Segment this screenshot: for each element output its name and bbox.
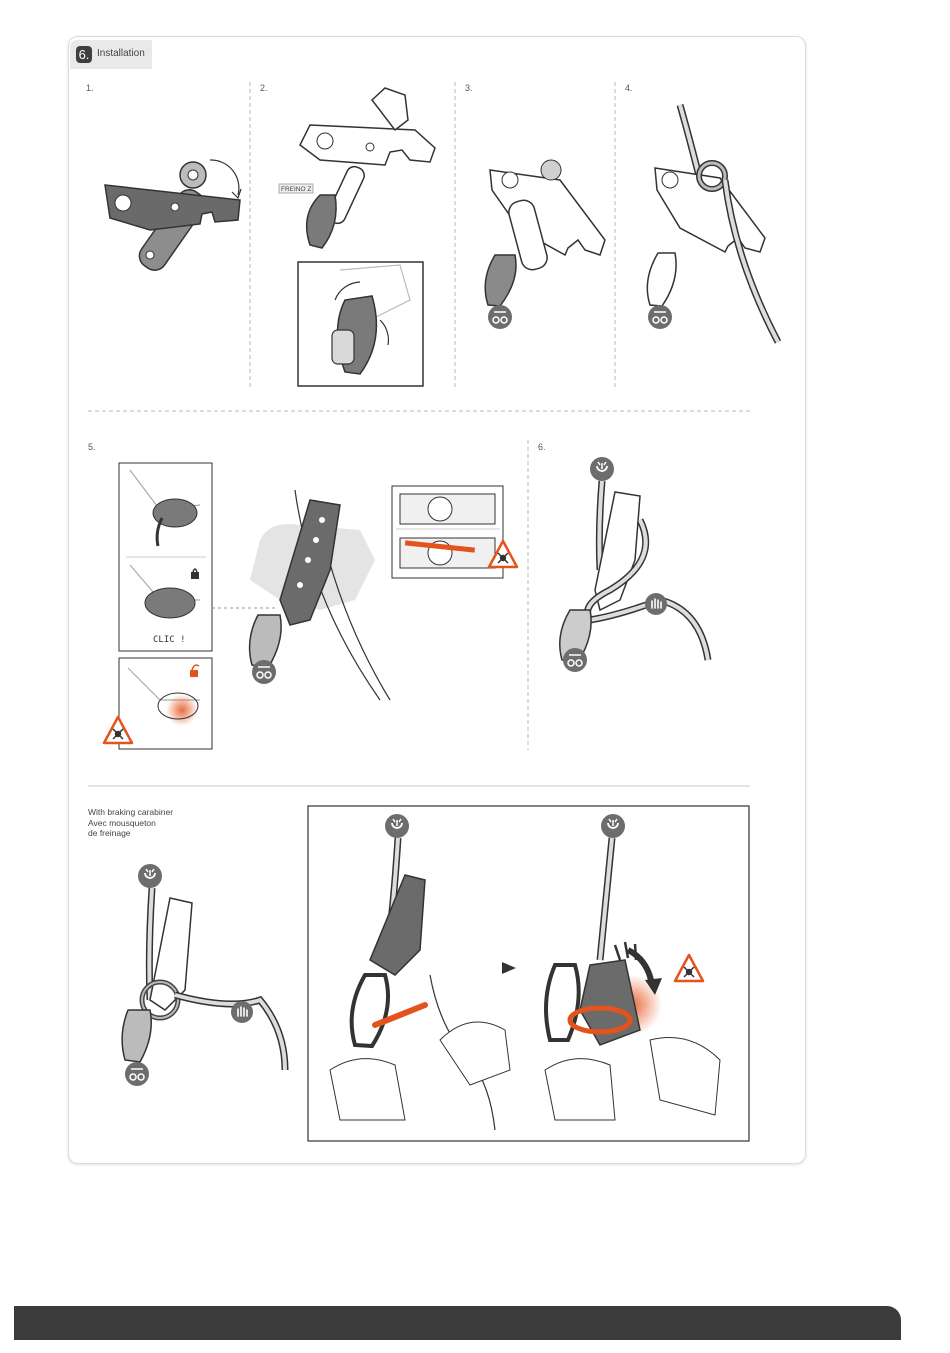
section-number: 6. [76, 46, 92, 63]
freino-label: FREINO Z [281, 186, 312, 193]
step-5-illustration [250, 486, 517, 700]
section-title: Installation [97, 48, 145, 59]
step-2-label: 2. [260, 83, 268, 93]
step-1-label: 1. [86, 83, 94, 93]
step-3-label: 3. [465, 83, 473, 93]
braking-caption-line-1: With braking carabiner [88, 807, 174, 817]
step-1-illustration [105, 160, 241, 275]
step-3-illustration [485, 160, 605, 329]
step-6-illustration [560, 457, 708, 672]
braking-caption-line-2: Avec mousqueton [88, 817, 156, 828]
step-6-label: 6. [538, 442, 546, 452]
step-5-insets [104, 463, 275, 749]
braking-carabiner-illustration [122, 864, 285, 1086]
step-4-illustration [647, 105, 778, 342]
braking-caption-line-3: de freinage [88, 828, 131, 838]
braking-carabiner-panel [308, 806, 749, 1141]
step-2-illustration [279, 88, 435, 386]
step-5-label: 5. [88, 442, 96, 452]
footer-bar [14, 1306, 901, 1340]
clic-label: CLIC ! [153, 635, 186, 645]
step-4-label: 4. [625, 83, 633, 93]
